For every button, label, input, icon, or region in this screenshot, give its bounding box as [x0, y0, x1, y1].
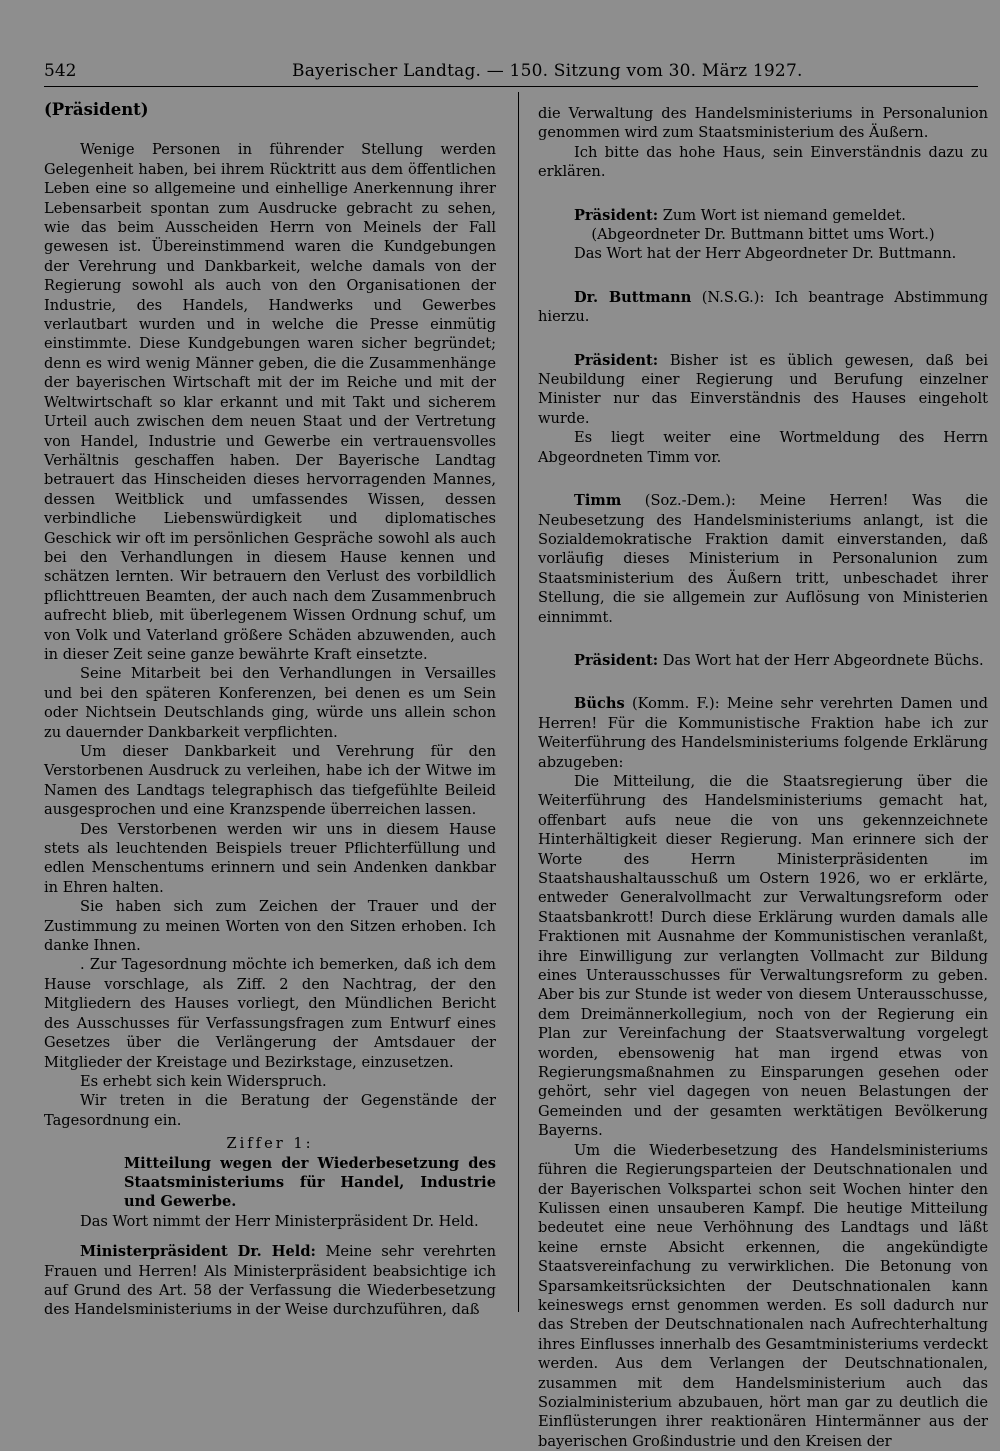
- speech-paragraph: [538, 288, 988, 327]
- paragraph: Das Wort nimmt der Herr Ministerpräsident Dr. Held.: [80, 1212, 479, 1230]
- speech-paragraph: [538, 206, 988, 225]
- page-header: [44, 60, 978, 87]
- paragraph: Das Wort hat der Herr Abgeordneter Dr. Buttmann.: [574, 245, 957, 263]
- left-column: [44, 100, 496, 1320]
- paragraph: Die Mitteilung, die die Staatsregierung über die Weiterführung des Handelsministeriums gemacht hat, offenbart aufs neue die von uns gekennzeichnete Hinterhältigkeit dieser Regierung. Man erinnere sich der Worte des Herrn Ministerpräsidenten im Staatshaushaltausschuß um Ostern 1926, wo er erklärte, entweder Generalvollmacht zur Verwaltungsreform oder Staatsbankrott! Durch diese Erklärung wurden damals alle Fraktionen mit Ausnahme der Kommunistischen veranlaßt, ihre Einwilligung zur verlangten Vollmacht zur Bildung eines Unterausschusses für Verwaltungsreform zu geben. Aber bis zur Stunde ist weder von diesem Unterausschusse, dem Dreimännerkollegium, noch von der Regierung ein Plan zur Vereinfachung der Staatsverwaltung vorgelegt worden, ebensowenig hat man irgend etwas von Regierungsmaßnahmen zu Einsparungen gesehen oder gehört, sehr viel dagegen von neuen Belastungen der Gemeinden und der gesamten werktätigen Bevölkerung Bayerns.: [538, 772, 988, 1140]
- paragraph: Um die Wiederbesetzung des Handelsministeriums führen die Regierungsparteien der Deutschnationalen und der Bayerischen Volkspartei schon seit Wochen hinter den Kulissen einen unsauberen Kampf. Die heutige Mitteilung bedeutet eine neue Verhöhnung des Landtags und läßt keine ernste Absicht erkennen, die angekündigte Staatsvereinfachung zu verwirklichen. Die Betonung von Sparsamkeitsrücksichten der Deutschnationalen kann keineswegs ernst genommen werden. Es soll dadurch nur das Streben der Deutschnationalen nach Aufrechterhaltung ihres Einflusses innerhalb des Gesamtministeriums verdeckt werden. Aus dem Verlangen der Deutschnationalen, zusammen mit dem Handelsministerium auch das Sozialministerium abzubauen, hört man gar zu deutlich die Einflüsterungen ihrer reaktionären Hintermänner aus der bayerischen Großindustrie und den Kreisen der: [538, 1141, 988, 1450]
- speech-text: Bisher ist es üblich gewesen, daß bei Neubildung einer Regierung und Berufung einzelner Minister nur das Einverständnis des Hauses eingeholt wurde.: [538, 351, 989, 427]
- paragraph: Ich bitte das hohe Haus, sein Einverständnis dazu zu erklären.: [538, 143, 988, 181]
- speech-text: Das Wort hat der Herr Abgeordnete Büchs.: [662, 651, 984, 669]
- speaker-name: Timm: [574, 492, 622, 510]
- paragraph: Es erhebt sich kein Widerspruch.: [80, 1072, 327, 1090]
- speech-text: Meine sehr verehrten Damen und Herren! Für die Kommunistische Fraktion habe ich zur Weiterführung des Handelsministeriums folgende Erklärung abzugeben:: [538, 695, 988, 771]
- speaker-party: (N.S.G.):: [701, 288, 765, 306]
- paragraph: Sie haben sich zum Zeichen der Trauer und der Zustimmung zu meinen Worten von den Sitzen erhoben. Ich danke Ihnen.: [44, 898, 496, 955]
- speech-paragraph: [538, 491, 988, 627]
- paragraph: Wenige Personen in führender Stellung werden Gelegenheit haben, bei ihrem Rücktritt aus dem öffentlichen Leben eine so allgemeine und einhellige Anerkennung ihrer Lebensarbeit spontan zum Ausdrucke gebracht zu sehen, wie das beim Ausscheiden Herrn von Meinels der Fall gewesen ist. Übereinstimmend waren die Kundgebungen der Verehrung und Dankbarkeit, welche damals von der Regierung sowohl als auch von den Organisationen der Industrie, des Handels, Handwerks und Gewerbes verlautbart wurden und in welche die Presse einmütig einstimmte. Diese Kundgebungen waren sicher begründet; denn es wird wenig Männer geben, die die Zusammenhänge der bayerischen Wirtschaft mit der im Reiche und mit der Weltwirtschaft so klar erkannt und mit Takt und sicherem Urteil auch zwischen dem neuen Staat und der Vertretung von Handel, Industrie und Gewerbe ein vertrauensvolles Verhältnis geschaffen haben. Der Bayerische Landtag betrauert das Hinscheiden dieses hervorragenden Mannes, dessen Weitblick und umfassendes Wissen, dessen verbindliche Liebenswürdigkeit und diplomatisches Geschick wir oft im persönlichen Gespräche sowohl als auch bei den Verhandlungen in diesem Hause kennen und schätzen lernten. Wir betrauern den Verlust des vorbildlich pflichttreuen Beamten, der auch nach dem Zusammenbruch aufrecht blieb, mit überlegenem Wissen Ordnung schuf, um von Volk und Vaterland größere Schäden abzuwenden, auch in dieser Zeit seine ganze bewährte Kraft einsetzte.: [44, 141, 496, 663]
- speaker-name: Präsident:: [574, 651, 659, 669]
- right-column: [538, 104, 988, 1451]
- interjection-note: (Abgeordneter Dr. Buttmann bittet ums Wort.): [591, 226, 935, 244]
- speech-paragraph: [538, 694, 988, 772]
- speech-text: Meine Herren! Was die Neubesetzung des Handelsministeriums anlangt, ist die Sozialdemokratische Fraktion damit einverstanden, daß vorläufig dieses Ministerium in Personalunion zum Staatsministerium des Äußern tritt, unbeschadet ihrer Stellung, die sie allgemein zur Auflösung von Ministerien einnimmt.: [538, 492, 989, 626]
- paragraph: Wir treten in die Beratung der Gegenstände der Tagesordnung ein.: [44, 1092, 496, 1129]
- paragraph: . Zur Tagesordnung möchte ich bemerken, daß ich dem Hause vorschlage, als Ziff. 2 den Nachtrag, der den Mitgliedern des Hauses vorliegt, den Mündlichen Bericht des Ausschusses für Verfassungsfragen zum Entwurf eines Gesetzes über die Verlängerung der Amtsdauer der Mitglieder der Kreistage und Bezirkstage, einzusetzen.: [44, 956, 496, 1071]
- paragraph: Es liegt weiter eine Wortmeldung des Herrn Abgeordneten Timm vor.: [538, 429, 988, 466]
- speaker-name: Präsident:: [574, 206, 659, 224]
- speech-paragraph: [538, 651, 988, 670]
- paragraph: die Verwaltung des Handelsministeriums in Personalunion genommen wird zum Staatsministerium des Äußern.: [538, 105, 988, 142]
- speaker-name: Dr. Buttmann: [574, 288, 692, 306]
- running-title: Bayerischer Landtag. — 150. Sitzung vom 30. März 1927.: [292, 61, 803, 81]
- agenda-item-number: Ziffer 1:: [226, 1135, 314, 1153]
- speech-text: Zum Wort ist niemand gemeldet.: [662, 206, 906, 224]
- paragraph: Um dieser Dankbarkeit und Verehrung für den Verstorbenen Ausdruck zu verleihen, habe ich der Witwe im Namen des Landtags telegraphisch das tiefgefühlte Beileid ausgesprochen und eine Kranzspende überreichen lassen.: [44, 743, 496, 819]
- page-number: 542: [44, 61, 77, 81]
- speaker-party: (Soz.-Dem.):: [644, 492, 736, 510]
- paragraph: Seine Mitarbeit bei den Verhandlungen in Versailles und bei den späteren Konferenzen, bei denen es um Sein oder Nichtsein Deutschlands ging, würde uns allein schon zu dauernder Dankbarkeit verpflichten.: [44, 665, 496, 741]
- speaker-name: Büchs: [574, 695, 625, 713]
- section-heading: (Präsident): [44, 100, 149, 119]
- agenda-item-title: Mitteilung wegen der Wiederbesetzung des Staatsministeriums für Handel, Industrie und Gewerbe.: [124, 1154, 496, 1211]
- paragraph: Des Verstorbenen werden wir uns in diesem Hause stets als leuchtenden Beispiels treuer Pflichterfüllung und edlen Menschentums erinnern und sein Andenken dankbar in Ehren halten.: [44, 820, 496, 896]
- speaker-party: (Komm. F.):: [631, 695, 720, 713]
- speaker-name: Ministerpräsident Dr. Held:: [80, 1243, 316, 1261]
- speech-paragraph: [44, 1242, 496, 1320]
- speech-paragraph: [538, 351, 988, 429]
- column-divider: [518, 92, 519, 1312]
- speech-text: Meine sehr verehrten Frauen und Herren! Als Ministerpräsident beabsichtige ich auf Grund des Art. 58 der Verfassung die Wiederbesetzung des Handelsministeriums in der Weise durchzuführen, daß: [44, 1243, 496, 1319]
- speaker-name: Präsident:: [574, 351, 659, 369]
- speech-text: Ich beantrage Abstimmung hierzu.: [538, 288, 989, 326]
